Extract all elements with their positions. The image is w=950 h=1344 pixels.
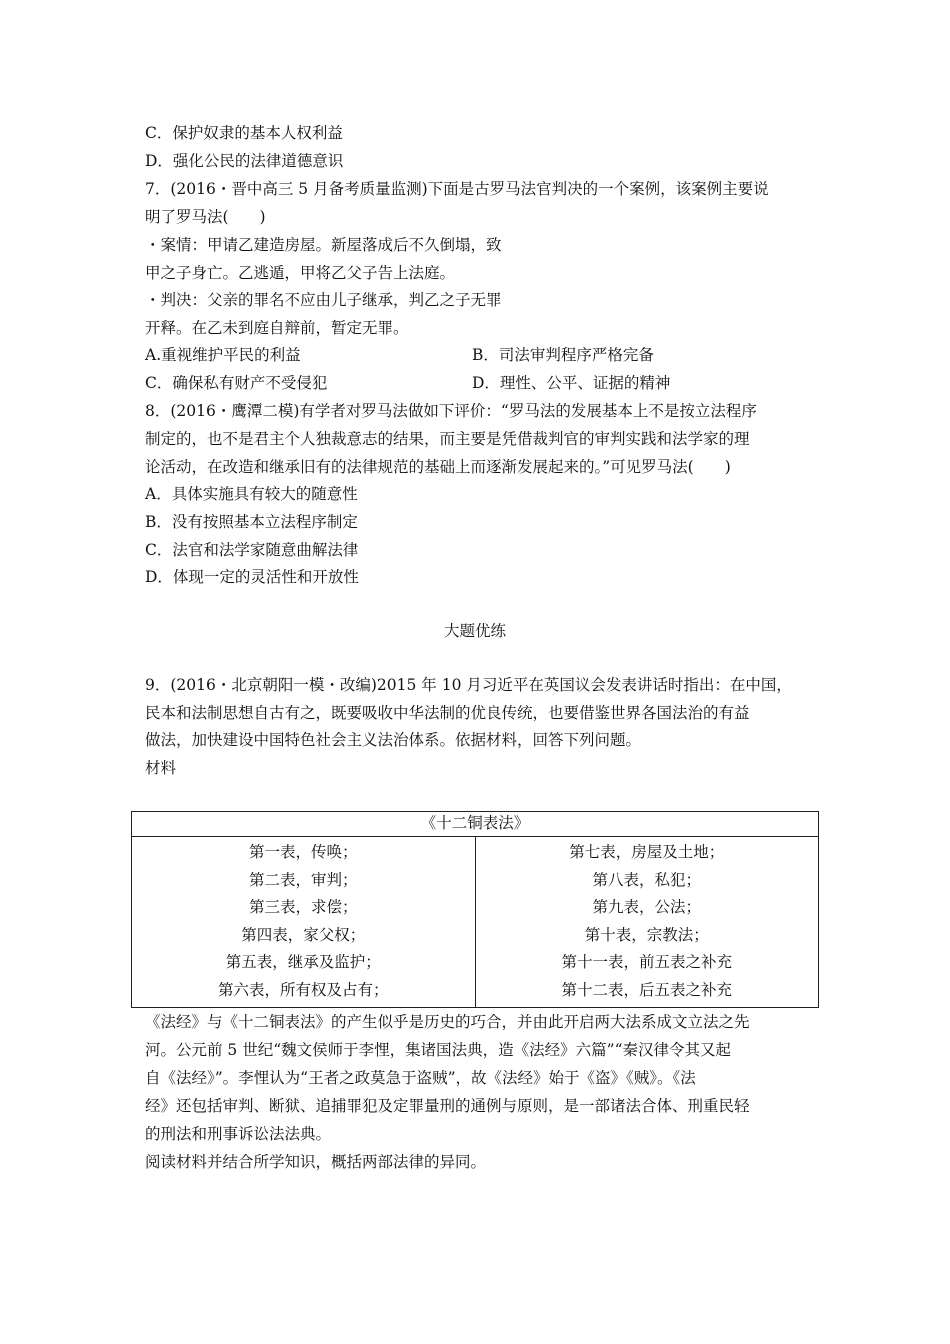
q9-stem-line-1: 9．(2016・北京朝阳一模・改编)2015 年 10 月习近平在英国议会发表讲话时指出：在中国， — [145, 676, 792, 694]
table-left-column — [132, 837, 476, 1008]
q8-option-d: D．体现一定的灵活性和开放性 — [145, 568, 359, 586]
q8-stem-line-2: 制定的，也不是君主个人独裁意志的结果，而主要是凭借裁判官的审判实践和法学家的理 — [145, 430, 750, 448]
q9-paragraph-line-5: 的刑法和刑事诉讼法法典。 — [145, 1125, 332, 1143]
table-cell: 第六表，所有权及占有； — [217, 980, 389, 999]
q7-option-d: D．理性、公平、证据的精神 — [472, 374, 671, 392]
q7-case-line-2: 甲之子身亡。乙逃遁，甲将乙父子告上法庭。 — [145, 264, 456, 282]
table-title: 《十二铜表法》 — [132, 812, 819, 837]
table-cell: 第七表，房屋及土地； — [569, 843, 725, 861]
q9-material-label: 材料 — [145, 759, 177, 777]
q8-option-b: B．没有按照基本立法程序制定 — [145, 513, 358, 531]
q8-stem-line-1: 8．(2016・鹰潭二模)有学者对罗马法做如下评价：“罗马法的发展基本上不是按立法程序 — [145, 402, 757, 420]
table-cell: 第十一表，前五表之补充 — [561, 953, 732, 971]
q7-option-c: C．确保私有财产不受侵犯 — [145, 374, 328, 392]
table-cell: 第十二表，后五表之补充 — [561, 980, 732, 999]
table-cell: 第十表，宗教法； — [584, 925, 709, 944]
q9-question: 阅读材料并结合所学知识，概括两部法律的异同。 — [145, 1153, 487, 1171]
table-cell: 第九表，公法； — [592, 898, 701, 916]
q6-option-c: C．保护奴隶的基本人权利益 — [145, 124, 343, 142]
q7-verdict-line-1: ・判决：父亲的罪名不应由儿子继承，判乙之子无罪 — [145, 291, 502, 309]
q8-option-c: C．法官和法学家随意曲解法律 — [145, 541, 359, 559]
table-cell: 第四表，家父权； — [241, 925, 366, 944]
q7-verdict-line-2: 开释。在乙未到庭自辩前，暂定无罪。 — [145, 319, 409, 337]
q9-paragraph-line-1: 《法经》与《十二铜表法》的产生似乎是历史的巧合，并由此开启两大法系成文立法之先 — [145, 1013, 750, 1031]
table-cell: 第五表，继承及监护； — [225, 953, 381, 971]
table-cell: 第一表，传唤； — [248, 843, 358, 861]
q9-paragraph-line-3: 自《法经》”。李悝认为“王者之政莫急于盗贼”，故《法经》始于《盗》《贼》。《法 — [145, 1069, 696, 1087]
twelve-tables-table — [131, 811, 819, 1008]
table-cell: 第三表，求偿； — [248, 898, 358, 916]
q7-stem-line-1: 7．(2016・晋中高三 5 月备考质量监测)下面是古罗马法官判决的一个案例，该案例主要说 — [145, 180, 769, 198]
q7-option-a: A.重视维护平民的利益 — [145, 346, 301, 364]
q7-case-line-1: ・案情：甲请乙建造房屋。新屋落成后不久倒塌，致 — [145, 236, 502, 254]
q6-option-d: D．强化公民的法律道德意识 — [145, 152, 344, 170]
table-cell: 第二表，审判； — [248, 870, 358, 889]
q9-paragraph-line-4: 经》还包括审判、断狱、追捕罪犯及定罪量刑的通例与原则，是一部诸法合体、刑重民轻 — [145, 1097, 750, 1115]
table-cell: 第八表，私犯； — [592, 870, 701, 889]
q7-option-b: B．司法审判程序严格完备 — [472, 346, 654, 364]
q9-stem-line-2: 民本和法制思想自古有之，既要吸收中华法制的优良传统，也要借鉴世界各国法治的有益 — [145, 704, 750, 722]
q7-stem-line-2: 明了罗马法( ) — [145, 208, 266, 226]
table-right-column — [475, 837, 819, 1008]
q8-option-a: A．具体实施具有较大的随意性 — [145, 485, 358, 503]
q9-stem-line-3: 做法，加快建设中国特色社会主义法治体系。依据材料，回答下列问题。 — [145, 731, 642, 749]
section-title: 大题优练 — [443, 622, 506, 640]
q8-stem-line-3: 论活动，在改造和继承旧有的法律规范的基础上而逐渐发展起来的。”可见罗马法( ) — [145, 458, 731, 476]
q9-paragraph-line-2: 河。公元前 5 世纪“魏文侯师于李悝，集诸国法典，造《法经》六篇”“秦汉律令其又起 — [145, 1041, 731, 1059]
